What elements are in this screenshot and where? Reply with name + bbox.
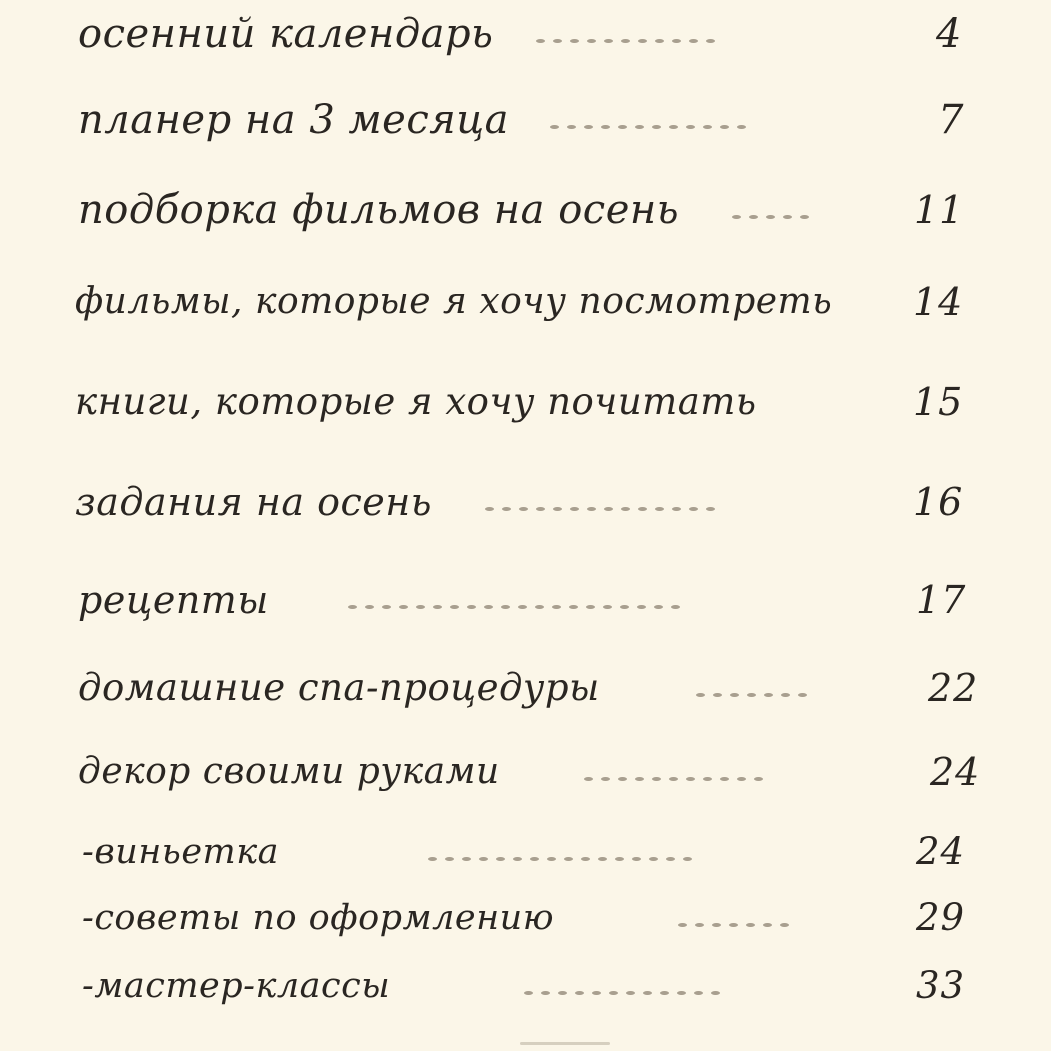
leader-dot (433, 605, 442, 609)
toc-entry (82, 888, 1012, 948)
leader-dot (713, 693, 722, 697)
leader-dot (626, 991, 635, 995)
leader-dot (587, 507, 596, 511)
leader-dot (536, 507, 545, 511)
dot-leader (348, 570, 680, 630)
toc-entry-title: рецепты (78, 578, 269, 622)
toc-entry-page: 15 (913, 380, 964, 424)
leader-dot (621, 39, 630, 43)
toc-entry (75, 372, 1005, 432)
leader-dot (754, 777, 763, 781)
leader-dot (635, 777, 644, 781)
leader-dot (501, 605, 510, 609)
leader-dot (672, 39, 681, 43)
leader-dot (621, 507, 630, 511)
dot-leader (584, 742, 763, 802)
leader-dot (671, 605, 680, 609)
leader-dot (485, 507, 494, 511)
dot-leader (732, 180, 809, 240)
leader-dot (696, 693, 705, 697)
leader-dot (615, 857, 624, 861)
dot-leader (696, 658, 807, 718)
leader-dot (638, 507, 647, 511)
toc-entry (75, 272, 1005, 332)
toc-entry (75, 472, 1005, 532)
leader-dot (553, 39, 562, 43)
leader-dot (575, 991, 584, 995)
leader-dot (541, 991, 550, 995)
dot-leader (524, 956, 720, 1016)
leader-dot (592, 991, 601, 995)
leader-dot (655, 507, 664, 511)
leader-dot (798, 693, 807, 697)
leader-dot (711, 991, 720, 995)
leader-dot (720, 125, 729, 129)
leader-dot (564, 857, 573, 861)
toc-entry (78, 180, 1008, 240)
toc-entry-title: -мастер-классы (82, 966, 391, 1006)
dot-leader (485, 472, 715, 532)
leader-dot (746, 923, 755, 927)
leader-dot (479, 857, 488, 861)
leader-dot (703, 777, 712, 781)
dot-leader (428, 822, 692, 882)
leader-dot (382, 605, 391, 609)
leader-dot (695, 923, 704, 927)
toc-entry-page: 14 (913, 280, 964, 324)
leader-dot (550, 125, 559, 129)
leader-dot (730, 693, 739, 697)
leader-dot (536, 39, 545, 43)
leader-dot (781, 693, 790, 697)
leader-dot (783, 215, 792, 219)
leader-dot (666, 857, 675, 861)
leader-dot (763, 923, 772, 927)
leader-dot (604, 507, 613, 511)
leader-dot (660, 991, 669, 995)
leader-dot (683, 857, 692, 861)
leader-dot (618, 125, 627, 129)
leader-dot (553, 507, 562, 511)
toc-entry-title: книги, которые я хочу почитать (75, 380, 757, 423)
leader-dot (547, 857, 556, 861)
leader-dot (609, 991, 618, 995)
leader-dot (747, 693, 756, 697)
toc-entry-page: 16 (913, 480, 964, 524)
leader-dot (581, 857, 590, 861)
leader-dot (686, 777, 695, 781)
leader-dot (703, 125, 712, 129)
leader-dot (348, 605, 357, 609)
toc-entry (82, 822, 1012, 882)
leader-dot (604, 39, 613, 43)
toc-entry (78, 4, 1008, 64)
leader-dot (570, 39, 579, 43)
leader-dot (558, 991, 567, 995)
leader-dot (584, 777, 593, 781)
leader-dot (502, 507, 511, 511)
leader-dot (428, 857, 437, 861)
toc-entry (78, 570, 1008, 630)
leader-dot (467, 605, 476, 609)
toc-entry-title: домашние спа-процедуры (78, 666, 600, 709)
bottom-divider (520, 1042, 610, 1045)
leader-dot (712, 923, 721, 927)
leader-dot (766, 215, 775, 219)
toc-entry-title: задания на осень (75, 480, 432, 524)
toc-entry (78, 90, 1008, 150)
leader-dot (632, 857, 641, 861)
leader-dot (669, 125, 678, 129)
leader-dot (598, 857, 607, 861)
leader-dot (655, 39, 664, 43)
leader-dot (694, 991, 703, 995)
leader-dot (445, 857, 454, 861)
toc-entry (78, 658, 1008, 718)
dot-leader (536, 4, 715, 64)
leader-dot (462, 857, 471, 861)
leader-dot (586, 605, 595, 609)
leader-dot (720, 777, 729, 781)
leader-dot (652, 125, 661, 129)
leader-dot (780, 923, 789, 927)
leader-dot (569, 605, 578, 609)
dot-leader (678, 888, 789, 948)
toc-entry-title: -советы по оформлению (82, 898, 555, 938)
leader-dot (518, 605, 527, 609)
toc-entry-page: 24 (916, 830, 966, 873)
leader-dot (570, 507, 579, 511)
leader-dot (567, 125, 576, 129)
leader-dot (416, 605, 425, 609)
toc-entry-page: 11 (914, 188, 965, 232)
leader-dot (706, 39, 715, 43)
toc-entry-title: -виньетка (82, 832, 280, 872)
leader-dot (677, 991, 686, 995)
leader-dot (524, 991, 533, 995)
toc-entry-page: 33 (916, 964, 966, 1007)
toc-entry-title: планер на 3 месяца (78, 97, 509, 143)
toc-entry-page: 22 (928, 666, 979, 710)
leader-dot (530, 857, 539, 861)
leader-dot (643, 991, 652, 995)
toc-entry (78, 742, 1008, 802)
leader-dot (729, 923, 738, 927)
leader-dot (764, 693, 773, 697)
leader-dot (637, 605, 646, 609)
toc-entry-page: 29 (916, 896, 966, 939)
leader-dot (635, 125, 644, 129)
leader-dot (732, 215, 741, 219)
leader-dot (603, 605, 612, 609)
leader-dot (513, 857, 522, 861)
toc-entry-page: 4 (936, 11, 963, 57)
dot-leader (550, 90, 746, 150)
leader-dot (365, 605, 374, 609)
leader-dot (678, 923, 687, 927)
leader-dot (535, 605, 544, 609)
leader-dot (638, 39, 647, 43)
leader-dot (587, 39, 596, 43)
leader-dot (652, 777, 661, 781)
leader-dot (584, 125, 593, 129)
leader-dot (689, 507, 698, 511)
toc-entry-title: осенний календарь (78, 11, 494, 57)
toc-entry-title: подборка фильмов на осень (78, 187, 679, 233)
leader-dot (484, 605, 493, 609)
leader-dot (620, 605, 629, 609)
leader-dot (737, 777, 746, 781)
leader-dot (654, 605, 663, 609)
toc-entry (82, 956, 1012, 1016)
leader-dot (706, 507, 715, 511)
toc-entry-page: 7 (938, 97, 965, 143)
toc-entry-page: 17 (916, 578, 967, 622)
leader-dot (519, 507, 528, 511)
leader-dot (601, 125, 610, 129)
leader-dot (399, 605, 408, 609)
leader-dot (669, 777, 678, 781)
leader-dot (672, 507, 681, 511)
leader-dot (601, 777, 610, 781)
leader-dot (737, 125, 746, 129)
leader-dot (618, 777, 627, 781)
leader-dot (749, 215, 758, 219)
leader-dot (496, 857, 505, 861)
toc-entry-page: 24 (930, 750, 981, 794)
leader-dot (686, 125, 695, 129)
leader-dot (689, 39, 698, 43)
leader-dot (450, 605, 459, 609)
toc-entry-title: декор своими руками (78, 751, 500, 792)
leader-dot (552, 605, 561, 609)
leader-dot (800, 215, 809, 219)
leader-dot (649, 857, 658, 861)
toc-entry-title: фильмы, которые я хочу посмотреть (75, 281, 833, 322)
